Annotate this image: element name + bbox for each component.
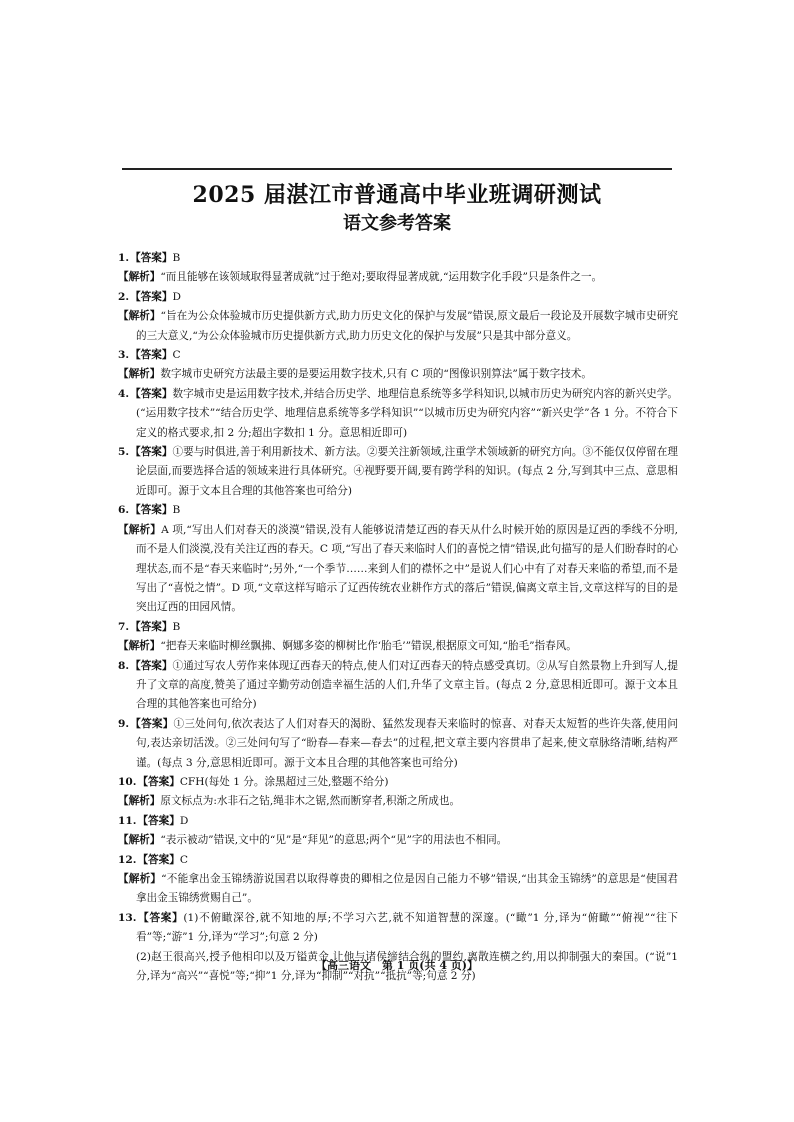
page-footer: 【高三语文 第 1 页(共 4 页)】 [315,959,479,972]
analysis-item-3 [118,365,678,384]
answer-tag: 【答案】 [130,387,173,400]
item-text: D [172,290,181,303]
analysis-tag: 【解析】 [118,834,161,847]
answer-tag: 【答案】 [130,290,173,303]
item-text: D [179,814,189,827]
answer-item-5 [118,443,678,501]
answer-item-6 [118,501,678,520]
answer-item-1 [118,249,678,268]
answer-tag: 【答案】 [137,911,184,924]
item-text: ①通过写农人劳作来体现辽西春天的特点,使人们对辽西春天的特点感受真切。②从写自然景物上升到写人,提升了文章的高度,赞美了通过辛勤劳动创造幸福生活的人们,升华了文章主旨。(每点 2 分,意思相近即可。源于文本且合理的其他答案也可给分) [136,659,679,711]
answer-tag: 【答案】 [130,504,173,517]
analysis-tag: 【解析】 [118,873,162,885]
header-rule [122,168,672,170]
item-number: 11. [118,814,137,827]
analysis-item-10 [118,792,678,811]
item-text: “把春天来临时柳丝飘拂、婀娜多姿的柳树比作‘胎毛’”错误,根据原文可知,“胎毛”指春风。 [160,640,577,653]
analysis-item-2 [118,307,678,346]
answer-item-9 [118,715,678,773]
answer-tag: 【答案】 [137,814,180,827]
analysis-item-6 [118,521,678,618]
item-number: 1. [118,252,130,264]
analysis-item-7 [118,637,678,656]
page-title: 2025 届湛江市普通高中毕业班调研测试 [192,182,602,208]
item-text: C [172,349,181,362]
answer-tag: 【答案】 [130,349,173,362]
item-text: ①三处问句,依次表达了人们对春天的渴盼、猛然发现春天来临时的惊喜、对春天太短暂的些许失落,使用问句,表达亲切活泼。②三处问句写了“盼春—春来—春去”的过程,把文章主要内容贯串了起来,使文章脉络清晰,结构严谨。(每点 3 分,意思相近即可。源于文本且合理的其他答案也可给分) [136,717,678,769]
analysis-item-11 [118,831,678,850]
answer-item-7 [118,618,678,637]
item-text: “表示被动”错误,文中的“见”是“拜见”的意思;两个“见”字的用法也不相同。 [160,834,508,847]
item-number: 3. [118,349,130,362]
item-text: 原文标点为:水非石之钻,绳非木之锯,然而断穿者,积渐之所成也。 [160,795,461,808]
analysis-tag: 【解析】 [118,523,162,536]
item-number: 9. [118,717,130,730]
answer-item-10 [118,773,678,792]
item-text: C [179,853,188,866]
answer-tag: 【答案】 [130,659,173,672]
answer-tag: 【答案】 [137,853,180,866]
item-number: 5. [118,446,130,459]
item-text: “旨在为公众体验城市历史提供新方式,助力历史文化的保护与发展”错误,原文最后一段论及开展数字城市史研究的三大意义,“为公众体验城市历史提供新方式,助力历史文化的保护与发展”只是其中部分意义。 [136,310,679,342]
item-text: ①要与时俱进,善于利用新技术、新方法。②要关注新领域,注重学术领域新的研究方向。③不能仅仅停留在理论层面,而要选择合适的领域来进行具体研究。④视野要开阔,要有跨学科的知识。(每点 2 分,写到其中三点、意思相近即可。源于文本且合理的其他答案也可给分) [136,446,679,497]
analysis-item-1 [118,268,678,287]
item-text: B [172,504,181,517]
answer-item-11 [118,812,678,831]
item-number: 2. [118,290,130,303]
item-text: “不能拿出金玉锦绣游说国君以取得尊贵的卿相之位是因自己能力不够”错误,“出其金玉锦绣”的意思是“使国君拿出金玉锦绣赏赐自己”。 [136,873,678,905]
item-number: 8. [118,659,130,672]
item-number: 6. [118,504,130,517]
item-text: 数字城市史研究方法最主要的是要运用数字技术,只有 C 项的“图像识别算法”属于数字技术。 [160,368,592,381]
item-text: B [172,620,181,633]
item-text: “而且能够在该领域取得显著成就”过于绝对;要取得显著成就,“运用数字化手段”只是条件之一。 [160,271,603,284]
answer-item-2 [118,288,678,307]
analysis-tag: 【解析】 [118,640,161,653]
item-number: 7. [118,620,130,633]
analysis-tag: 【解析】 [118,795,161,808]
item-number: 12. [118,853,137,866]
answer-tag: 【答案】 [130,717,174,730]
item-text: (2)赵王很高兴,授予他相印以及万镒黄金,让他与诸侯缔结合纵的盟约,离散连横之约,用以抑制强大的秦国。(“说”1 分,译为“高兴”“喜悦”等;“抑”1 分,译为“抑制”“对抗”“抵抗”等;句意 2 分) [136,950,678,983]
item-text: A 项,“写出人们对春天的淡漠”错误,没有人能够说清楚辽西的春天从什么时候开始的原因是辽西的季线不分明,而不是人们淡漠,没有关注辽西的春天。C 项,“写出了春天来临时人们的喜悦之情”错误,此句描写的是人们盼春时的心理状态,而不是“春天来临时”;另外,“一个季节……来到人们的襟怀之中”是说人们心中有了对春天来临的希望,而不是写出了“喜悦之情”。D 项,“文章这样写暗示了辽西传统农业耕作方式的落后”错误,偏离文章主旨,文章这样写的目的是突出辽西的田园风情。 [136,523,679,614]
item-number: 13. [118,911,137,924]
answer-tag: 【答案】 [137,775,180,788]
analysis-tag: 【解析】 [118,271,161,284]
item-text: B [172,252,181,264]
answer-item-13 [118,909,678,948]
answer-tag: 【答案】 [130,620,173,633]
item-text: 数字城市史是运用数字技术,并结合历史学、地理信息系统等多学科知识,以城市历史为研究内容的新兴史学。(“运用数字技术”“结合历史学、地理信息系统等多学科知识”“以城市历史为研究内容”“新兴史学”各 1 分。不符合下定义的格式要求,扣 2 分;超出字数扣 1 分。意思相近即可) [136,387,679,439]
item-text: (1)不俯瞰深谷,就不知地的厚;不学习六艺,就不知道智慧的深邃。(“瞰”1 分,译为“俯瞰”“俯视”“往下看”等;“游”1 分,译为“学习”;句意 2 分) [136,911,679,944]
answer-item-4 [118,385,678,443]
item-number: 4. [118,387,130,400]
answer-item-8 [118,657,678,715]
answer-list [118,249,678,986]
item-text: CFH(每处 1 分。涂黑超过三处,整题不给分) [179,775,389,788]
answer-tag: 【答案】 [130,446,173,459]
page-subtitle: 语文参考答案 [343,213,451,234]
answer-item-3 [118,346,678,365]
analysis-tag: 【解析】 [118,310,161,323]
answer-tag: 【答案】 [130,252,173,264]
answer-item-12 [118,851,678,870]
analysis-tag: 【解析】 [118,368,161,381]
item-number: 10. [118,775,137,788]
analysis-item-12 [118,870,678,909]
